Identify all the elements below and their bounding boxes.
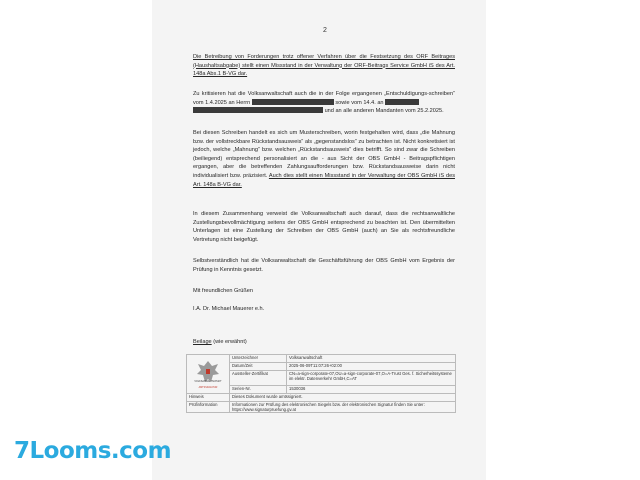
attachment-line xyxy=(193,338,455,347)
brand-watermark: 7Looms.com xyxy=(14,438,172,464)
sig-value: Volksanwaltschaft xyxy=(287,355,456,363)
sig-label: Unterzeichner xyxy=(230,355,287,363)
para2-part2: sowie vom 14.4. an xyxy=(335,99,384,106)
para2-part1: Zu kritisieren hat die Volksanwaltschaft auch die in der Folge ergangenen „Entschuldigungs-schreiben“ vom 1.4.2025 an Herrn xyxy=(193,91,455,106)
redaction-bar xyxy=(385,99,419,105)
signatory-name: I.A. Dr. Michael Mauerer e.h. xyxy=(193,306,265,312)
pruefinformation-label: Prüfinformation xyxy=(187,402,230,413)
attachment-label: Beilage xyxy=(193,339,212,345)
paragraph-entschuldigungsschreiben xyxy=(193,90,455,116)
seal-cell xyxy=(187,355,230,394)
sig-value: 2025-06-09T11:07:26+02:00 xyxy=(287,363,456,371)
paragraph-geschaeftsfuehrung: Selbstverständlich hat die Volksanwaltschaft die Geschäftsführung der OBS GmbH vom Ergebnis der Prüfung in Kenntnis gesetzt. xyxy=(193,258,455,273)
sig-value: 1530036 xyxy=(287,386,456,394)
hinweis-value: Dieses Dokument wurde amtssigniert. xyxy=(230,394,456,402)
paragraph-orf-betreibung: Die Betreibung von Forderungen trotz offener Verfahren über die Festsetzung des ORF Beitrages (Haushaltsabgabe) stellt einen Missstand in der Verwaltung der ORF-Beitrags Service GmbH iS des Art. 148a Abs.1 B-VG dar. xyxy=(193,54,455,78)
para2-part3: und an alle anderen Mandanten vom 25.2.2025. xyxy=(324,108,444,115)
sig-label: Serien-Nr. xyxy=(230,386,287,394)
closing-greeting: Mit freundlichen Grüßen xyxy=(193,288,254,294)
page-number: 2 xyxy=(323,27,327,34)
para3-text: Bei diesen Schreiben handelt es sich um Musterschreiben, worin festgehalten wird, dass „die Mahnung bzw. der vollstreckbare Rückstandsausweis“ als „gegenstandslos“ zu betrachten ist. Nicht konkretisiert ist jedoch, welche „Mahnung“ bzw. welchen „Rückstandsausweis“ dies betrifft. So sind zwar die Schreiben (beiliegend) entsprechend personalisiert an die - aus Sicht der OBS GmbH - Beitragspflichtigen ergangen, aber die betreffenden Zahlungsaufforderungen bzw. Rückstandsausweise darin nicht individualisiert bzw. präzisiert. xyxy=(193,130,455,179)
seal-sub: AMTSSIGNATUR xyxy=(198,386,218,389)
para3-underlined: Auch dies stellt einen Missstand in der Verwaltung der OBS GmbH iS des Art. 148a B-VG dar. xyxy=(193,172,455,188)
sig-label: Aussteller-Zertifikat xyxy=(230,371,287,386)
pruefinformation-value: Informationen zur Prüfung des elektronischen Siegels bzw. der elektronischen Signatur finden Sie unter: https://www.signaturpruefung.gv.at xyxy=(230,402,456,413)
attachment-note: (wie erwähnt) xyxy=(211,339,247,345)
signature-block xyxy=(186,354,456,413)
sig-label: Datum/Zeit xyxy=(230,363,287,371)
sig-value: CN=a-sign-corporate-07,OU=a-sign-corporate-07,O=A-Trust Ges. f. Sicherheitssysteme im elektr. Datenverkehr GmbH,C=AT xyxy=(287,371,456,386)
paragraph-musterschreiben xyxy=(193,129,455,189)
seal-caption: VOLKSANWALTSCHAFT xyxy=(194,380,222,383)
hinweis-label: Hinweis xyxy=(187,394,230,402)
redaction-bar xyxy=(193,107,323,113)
paragraph-zustellung: In diesem Zusammenhang verweist die Volksanwaltschaft auch darauf, dass die rechtsanwaltliche Zustellungsbevollmächtigung seitens der OBS GmbH entsprechend zu beachten ist. Den übermittelten Unterlagen ist eine Zustellung der Schreiben der OBS GmbH (auch) an Sie als rechtsfreundliche Vertretung nicht beigefügt. xyxy=(193,211,455,243)
redaction-bar xyxy=(252,99,334,105)
